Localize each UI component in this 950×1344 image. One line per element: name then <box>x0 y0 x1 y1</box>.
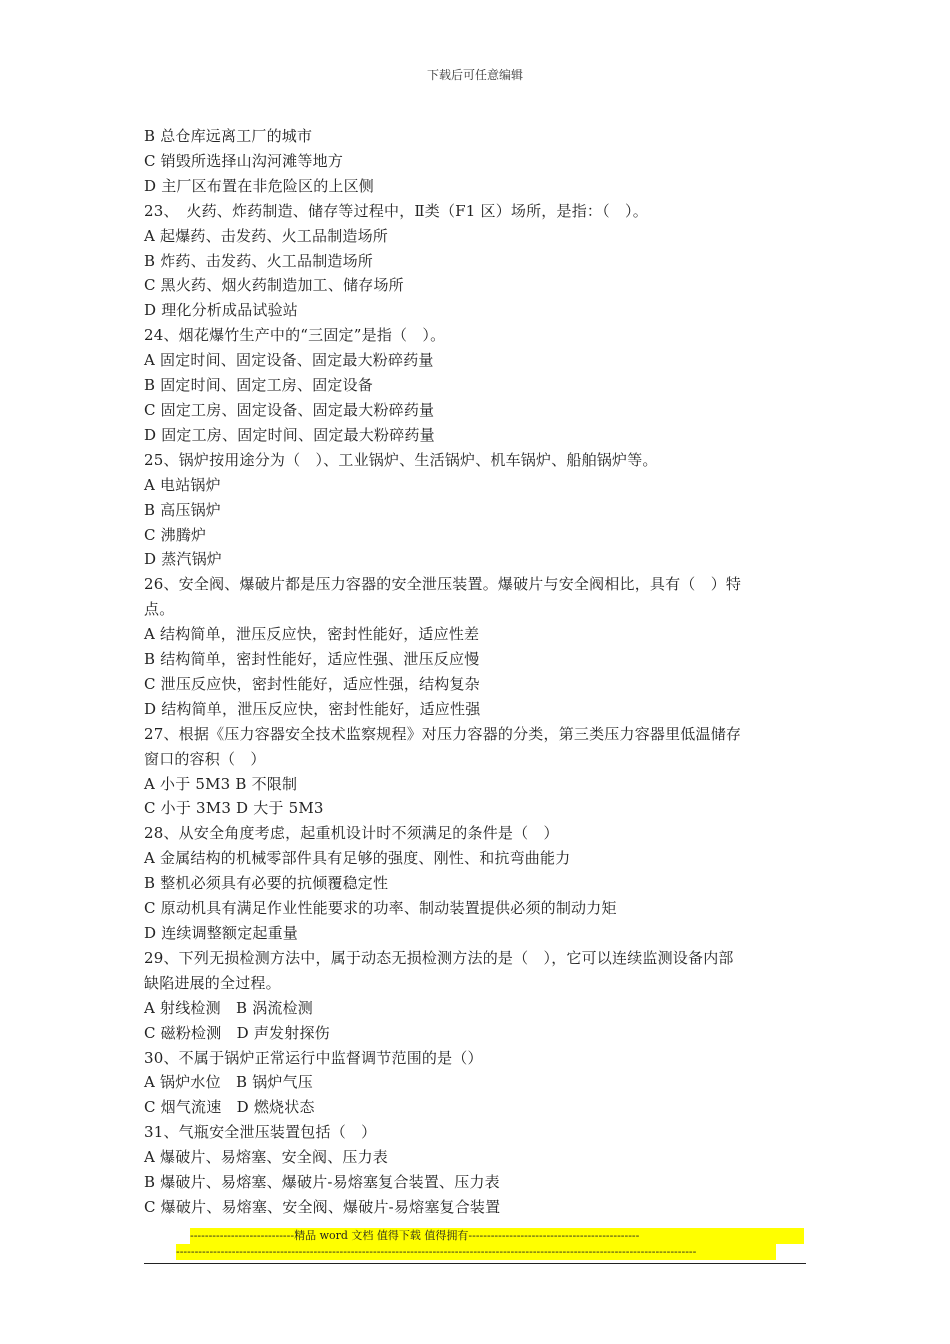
text-line: D 理化分析成品试验站 <box>144 301 298 320</box>
text-line: D 主厂区布置在非危险区的上区侧 <box>144 176 374 195</box>
text-line: A 电站锅炉 <box>144 475 221 494</box>
text-line: C 泄压反应快，密封性能好，适应性强，结构复杂 <box>144 674 480 693</box>
text-line: D 连续调整额定起重量 <box>144 924 298 942</box>
text-line: 缺陷进展的全过程。 <box>144 973 281 992</box>
text-line: 29、下列无损检测方法中，属于动态无损检测方法的是（ ），它可以连续监测设备内部 <box>144 948 734 967</box>
text-line: 26、安全阀、爆破片都是压力容器的安全泄压装置。爆破片与安全阀相比，具有（ ）特 <box>144 575 742 594</box>
text-line: A 固定时间、固定设备、固定最大粉碎药量 <box>144 351 434 370</box>
document-body <box>144 124 808 1220</box>
text-line: 点。 <box>144 600 175 619</box>
text-line: D 固定工房、固定时间、固定最大粉碎药量 <box>144 425 435 444</box>
text-line: D 结构简单，泄压反应快，密封性能好，适应性强 <box>144 699 481 718</box>
footer-divider <box>144 1263 806 1264</box>
text-line: 28、从安全角度考虑，起重机设计时不须满足的条件是（ ） <box>144 824 559 843</box>
text-line: C 黑火药、烟火药制造加工、储存场所 <box>144 276 404 295</box>
text-line: B 总仓库远离工厂的城市 <box>144 127 313 145</box>
text-line: B 炸药、击发药、火工品制造场所 <box>144 251 373 270</box>
text-line: C 原动机具有满足作业性能要求的功率、制动装置提供必须的制动力矩 <box>144 899 617 918</box>
text-line: B 固定时间、固定工房、固定设备 <box>144 376 373 395</box>
text-line: C 爆破片、易熔塞、安全阀、爆破片-易熔塞复合装置 <box>144 1197 501 1216</box>
text-line: A 起爆药、击发药、火工品制造场所 <box>144 226 389 245</box>
text-line: A 射线检测 B 涡流检测 <box>144 998 313 1017</box>
text-line: C 小于 3M3 D 大于 5M3 <box>144 799 324 818</box>
text-line: A 锅炉水位 B 锅炉气压 <box>144 1073 313 1092</box>
text-line: A 爆破片、易熔塞、安全阀、压力表 <box>144 1148 389 1167</box>
text-line: A 结构简单，泄压反应快，密封性能好，适应性差 <box>144 625 480 644</box>
text-line: 23、 火药、炸药制造、储存等过程中，Ⅱ类（F1 区）场所，是指：（ ）。 <box>144 201 648 220</box>
text-line: 27、根据《压力容器安全技术监察规程》对压力容器的分类，第三类压力容器里低温储存 <box>144 724 742 743</box>
text-line: C 磁粉检测 D 声发射探伤 <box>144 1023 330 1042</box>
page-footer <box>144 1228 806 1260</box>
text-line: C 烟气流速 D 燃烧状态 <box>144 1098 315 1117</box>
text-line: 30、不属于锅炉正常运行中监督调节范围的是（） <box>144 1048 483 1067</box>
text-line: C 沸腾炉 <box>144 525 207 544</box>
text-line: B 整机必须具有必要的抗倾覆稳定性 <box>144 874 389 893</box>
page-header: 下载后可任意编辑 <box>426 68 523 82</box>
text-line: 25、锅炉按用途分为（ ）、工业锅炉、生活锅炉、机车锅炉、船舶锅炉等。 <box>144 450 658 469</box>
text-line: 24、烟花爆竹生产中的“三固定”是指（ ）。 <box>144 326 446 345</box>
text-line: 窗口的容积（ ） <box>144 749 266 768</box>
text-line: A 金属结构的机械零部件具有足够的强度、刚性、和抗弯曲能力 <box>144 849 571 868</box>
footer-banner-line-1: ----------------------------精品 word 文档 值得下载 值得拥有---------------------------------------------- <box>190 1228 804 1244</box>
text-line: B 结构简单，密封性能好，适应性强、泄压反应慢 <box>144 650 480 669</box>
text-line: 31、气瓶安全泄压装置包括（ ） <box>144 1123 377 1142</box>
text-line: B 高压锅炉 <box>144 500 221 519</box>
footer-banner-line-2: -------------------------------------------------------------------------------------------------------------------------------------------- <box>176 1244 776 1260</box>
text-line: C 固定工房、固定设备、固定最大粉碎药量 <box>144 400 435 419</box>
text-line: A 小于 5M3 B 不限制 <box>144 774 298 793</box>
text-line: B 爆破片、易熔塞、爆破片-易熔塞复合装置、压力表 <box>144 1173 500 1192</box>
text-line: D 蒸汽锅炉 <box>144 550 222 569</box>
text-line: C 销毁所选择山沟河滩等地方 <box>144 151 344 170</box>
